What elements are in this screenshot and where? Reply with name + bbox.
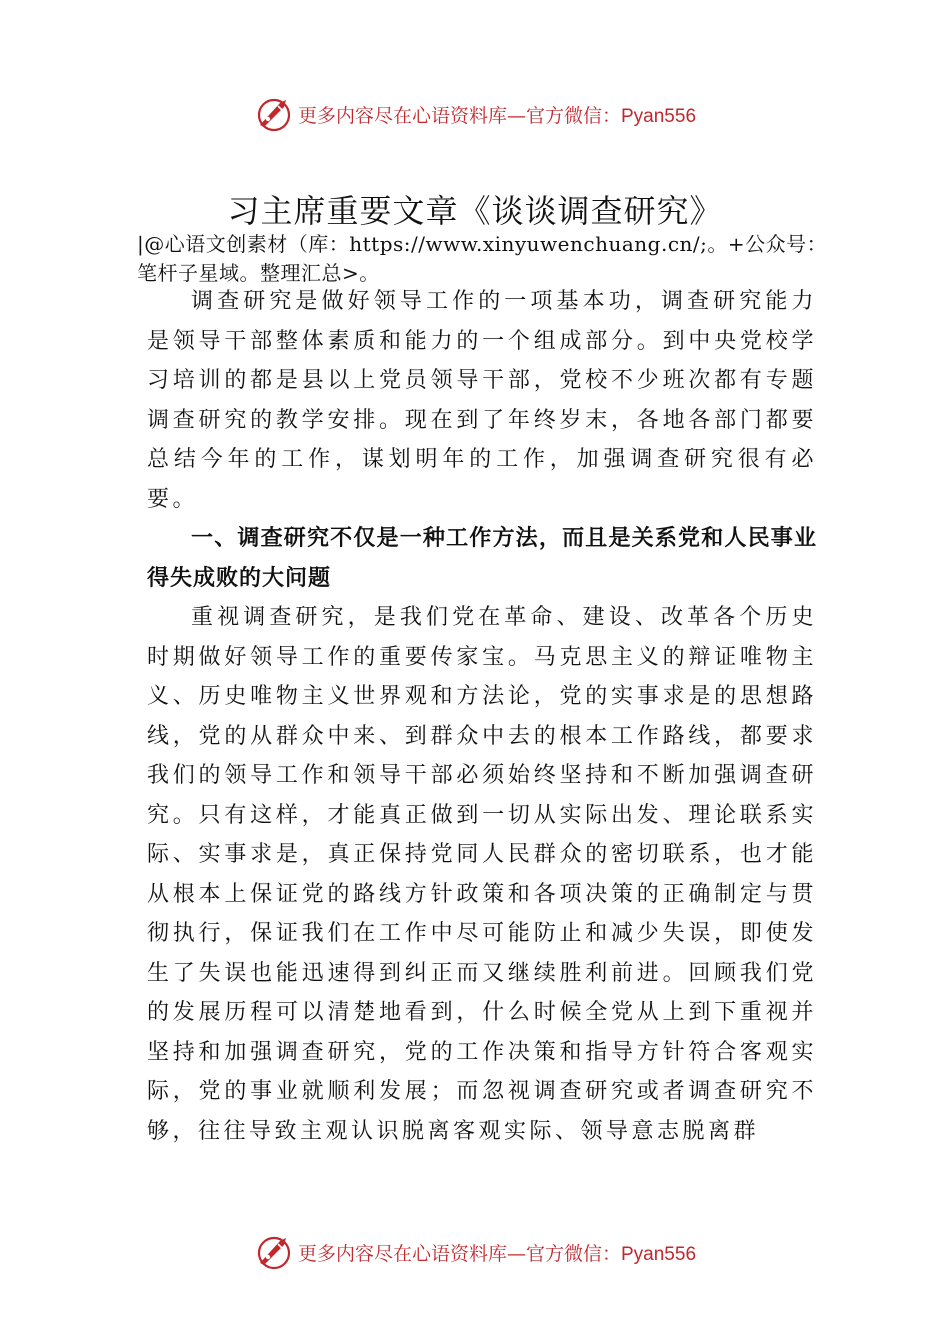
footer-banner — [0, 1230, 950, 1274]
section-heading-1: 一、调查研究不仅是一种工作方法，而且是关系党和人民事业得失成败的大问题 — [147, 526, 817, 591]
footer-banner-text — [298, 1239, 696, 1266]
source-note: |@心语文创素材（库：https://www.xinyuwenchuang.cn/;。+公众号：笔杆子星域。整理汇总>。 — [137, 232, 828, 285]
pen-nib-logo-icon — [254, 94, 294, 134]
document-body — [147, 282, 817, 1151]
header-banner — [0, 92, 950, 136]
footer-banner-label: 更多内容尽在心语资料库—官方微信： — [297, 1242, 621, 1265]
paragraph-intro: 调查研究是做好领导工作的一项基本功，调查研究能力是领导干部整体素质和能力的一个组成部分。到中央党校学习培训的都是县以上党员领导干部，党校不少班次都有专题调查研究的教学安排。现在到了年终岁末，各地各部门都要总结今年的工作，谋划明年的工作，加强调查研究很有必要。 — [147, 289, 817, 512]
header-banner-label: 更多内容尽在心语资料库—官方微信： — [297, 104, 621, 127]
pen-nib-logo-icon — [254, 1232, 294, 1272]
paragraph-section-1: 重视调查研究，是我们党在革命、建设、改革各个历史时期做好领导工作的重要传家宝。马克思主义的辩证唯物主义、历史唯物主义世界观和方法论，党的实事求是的思想路线，党的从群众中来、到群众中去的根本工作路线，都要求我们的领导工作和领导干部必须始终坚持和不断加强调查研究。只有这样，才能真正做到一切从实际出发、理论联系实际、实事求是，真正保持党同人民群众的密切联系，也才能从根本上保证党的路线方针政策和各项决策的正确制定与贯彻执行，保证我们在工作中尽可能防止和减少失误，即使发生了失误也能迅速得到纠正而又继续胜利前进。回顾我们党的发展历程可以清楚地看到，什么时候全党从上到下重视并坚持和加强调查研究，党的工作决策和指导方针符合客观实际，党的事业就顺利发展；而忽视调查研究或者调查研究不够，往往导致主观认识脱离客观实际、领导意志脱离群 — [147, 605, 817, 1144]
footer-banner-account: Pyan556 — [621, 1243, 697, 1265]
document-title: 习主席重要文章《谈谈调查研究》 — [227, 192, 723, 230]
header-banner-text — [298, 101, 696, 128]
header-banner-account: Pyan556 — [621, 105, 697, 127]
